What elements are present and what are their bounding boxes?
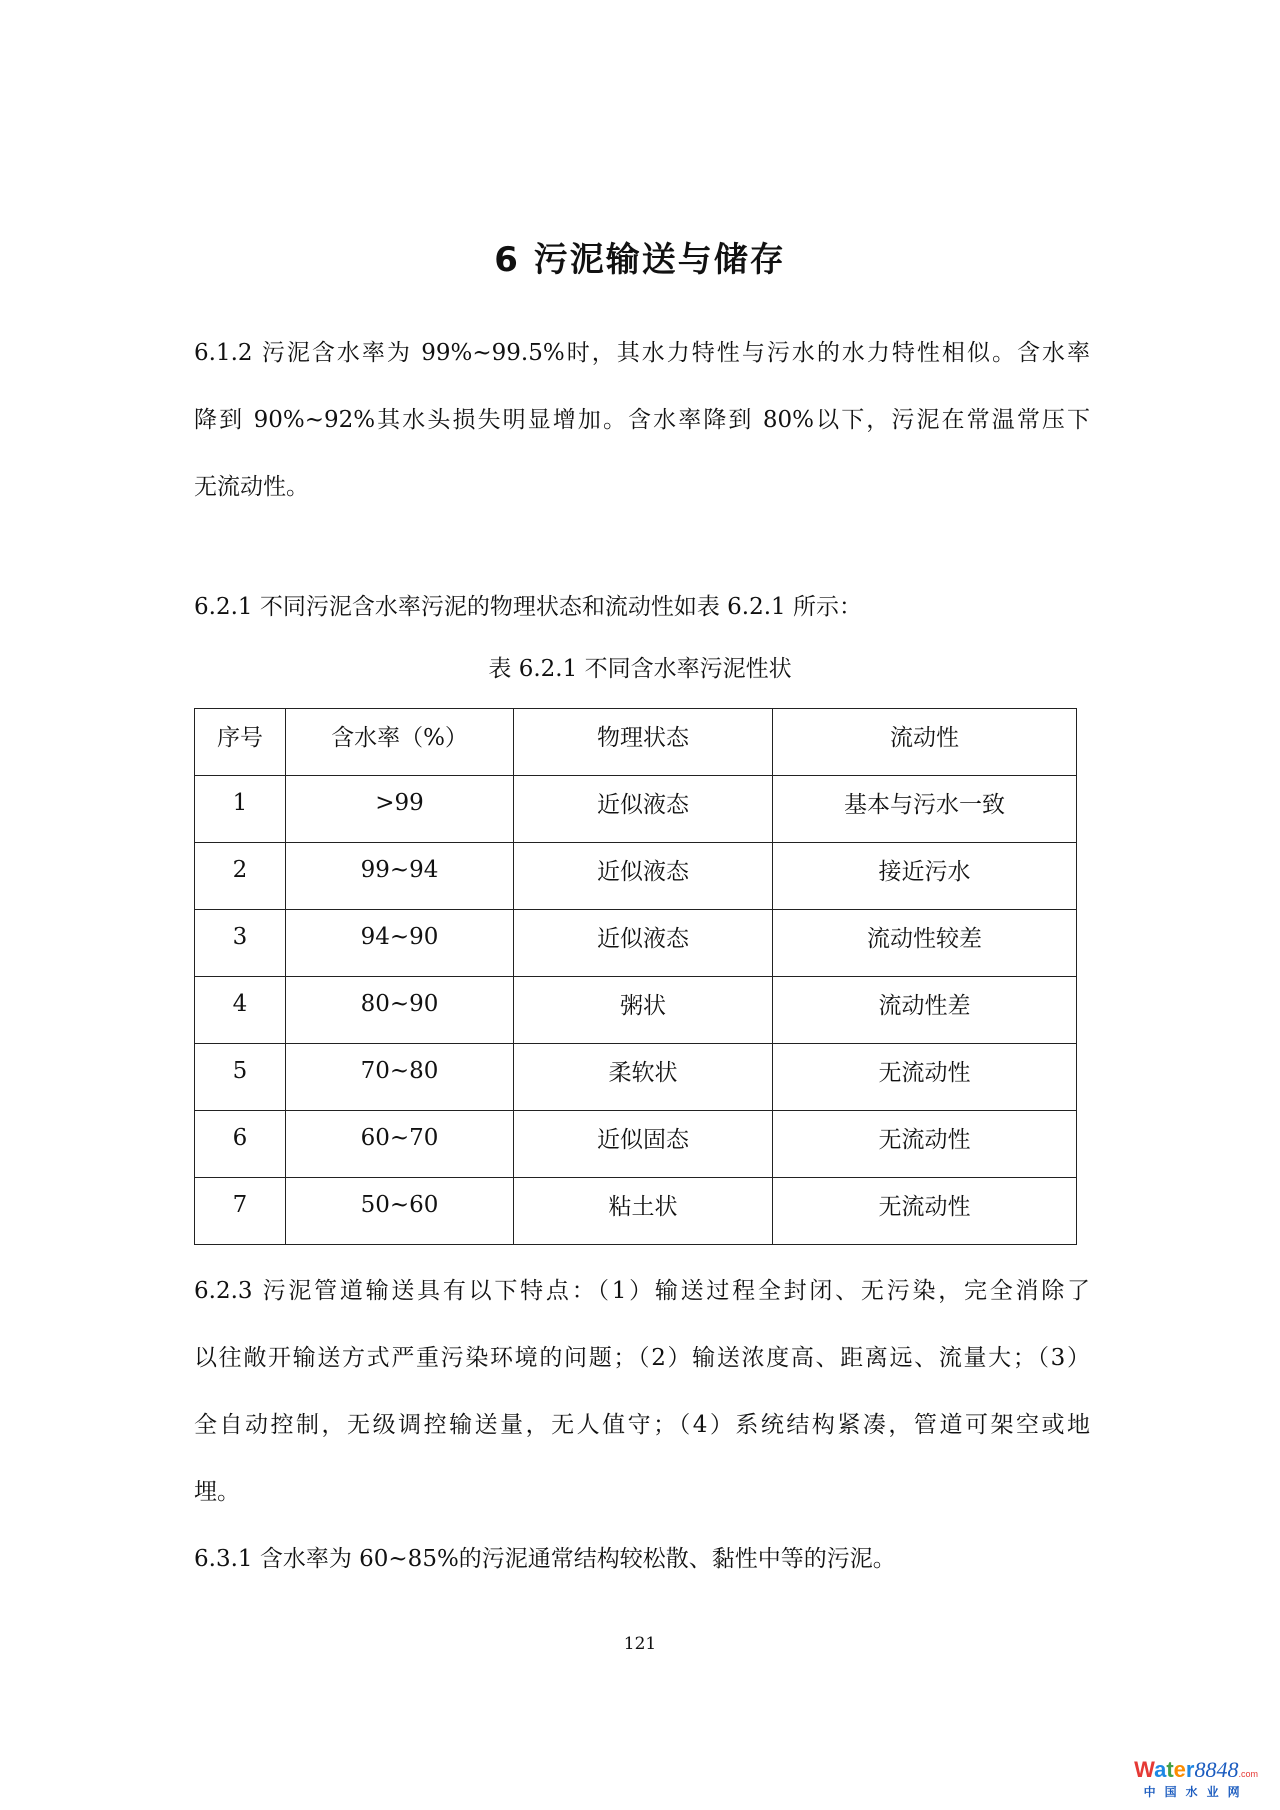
header-cell: 序号 — [195, 709, 286, 776]
table-row — [195, 1044, 1077, 1111]
paragraph-6-2-1: 6.2.1 不同污泥含水率污泥的物理状态和流动性如表 6.2.1 所示： — [194, 594, 862, 620]
header-cell: 流动性 — [773, 709, 1077, 776]
physical-state-cell: 柔软状 — [514, 1044, 773, 1111]
fluidity-cell: 无流动性 — [773, 1111, 1077, 1178]
page-number: 121 — [623, 1634, 657, 1654]
fluidity-cell: 无流动性 — [773, 1044, 1077, 1111]
row-number-cell: 2 — [195, 843, 286, 910]
chapter-title: 6 污泥输送与储存 — [494, 240, 786, 280]
row-number-cell: 3 — [195, 910, 286, 977]
physical-state-cell: 近似液态 — [514, 910, 773, 977]
row-number-cell: 4 — [195, 977, 286, 1044]
paragraph-6-2-3-line-1: 6.2.3 污泥管道输送具有以下特点：（1）输送过程全封闭、无污染，完全消除了 — [194, 1278, 1090, 1304]
paragraph-6-3-1: 6.3.1 含水率为 60~85%的污泥通常结构较松散、黏性中等的污泥。 — [194, 1546, 896, 1572]
row-number-cell: 7 — [195, 1178, 286, 1245]
moisture-cell: 99~94 — [286, 843, 514, 910]
physical-state-cell: 近似液态 — [514, 776, 773, 843]
moisture-cell: 80~90 — [286, 977, 514, 1044]
table-row — [195, 843, 1077, 910]
row-number-cell: 6 — [195, 1111, 286, 1178]
fluidity-cell: 基本与污水一致 — [773, 776, 1077, 843]
fluidity-cell: 流动性差 — [773, 977, 1077, 1044]
paragraph-6-1-2-line-3: 无流动性。 — [194, 474, 309, 500]
table-row — [195, 910, 1077, 977]
fluidity-cell: 无流动性 — [773, 1178, 1077, 1245]
row-number-cell: 1 — [195, 776, 286, 843]
table-caption: 表 6.2.1 不同含水率污泥性状 — [488, 656, 792, 682]
sludge-properties-table — [194, 708, 1077, 1245]
physical-state-cell: 近似固态 — [514, 1111, 773, 1178]
paragraph-6-2-3-line-2: 以往敞开输送方式严重污染环境的问题；（2）输送浓度高、距离远、流量大；（3） — [194, 1345, 1090, 1371]
moisture-cell: 70~80 — [286, 1044, 514, 1111]
paragraph-6-2-3-line-3: 全自动控制，无级调控输送量，无人值守；（4）系统结构紧凑，管道可架空或地 — [194, 1412, 1090, 1438]
physical-state-cell: 粘土状 — [514, 1178, 773, 1245]
table-row — [195, 776, 1077, 843]
table-row — [195, 1178, 1077, 1245]
physical-state-cell: 近似液态 — [514, 843, 773, 910]
moisture-cell: 94~90 — [286, 910, 514, 977]
fluidity-cell: 接近污水 — [773, 843, 1077, 910]
watermark-logo: Water8848.com 中国水业网 — [1134, 1757, 1258, 1799]
moisture-cell: 50~60 — [286, 1178, 514, 1245]
row-number-cell: 5 — [195, 1044, 286, 1111]
header-cell: 含水率（%） — [286, 709, 514, 776]
paragraph-6-1-2-line-1: 6.1.2 污泥含水率为 99%~99.5%时，其水力特性与污水的水力特性相似。含水率 — [194, 340, 1090, 366]
paragraph-6-2-3-line-4: 埋。 — [194, 1479, 240, 1505]
moisture-cell: 60~70 — [286, 1111, 514, 1178]
header-cell: 物理状态 — [514, 709, 773, 776]
table-header-row — [195, 709, 1077, 776]
physical-state-cell: 粥状 — [514, 977, 773, 1044]
fluidity-cell: 流动性较差 — [773, 910, 1077, 977]
moisture-cell: >99 — [286, 776, 514, 843]
table-row — [195, 1111, 1077, 1178]
table-row — [195, 977, 1077, 1044]
paragraph-6-1-2-line-2: 降到 90%~92%其水头损失明显增加。含水率降到 80%以下，污泥在常温常压下 — [194, 407, 1090, 433]
